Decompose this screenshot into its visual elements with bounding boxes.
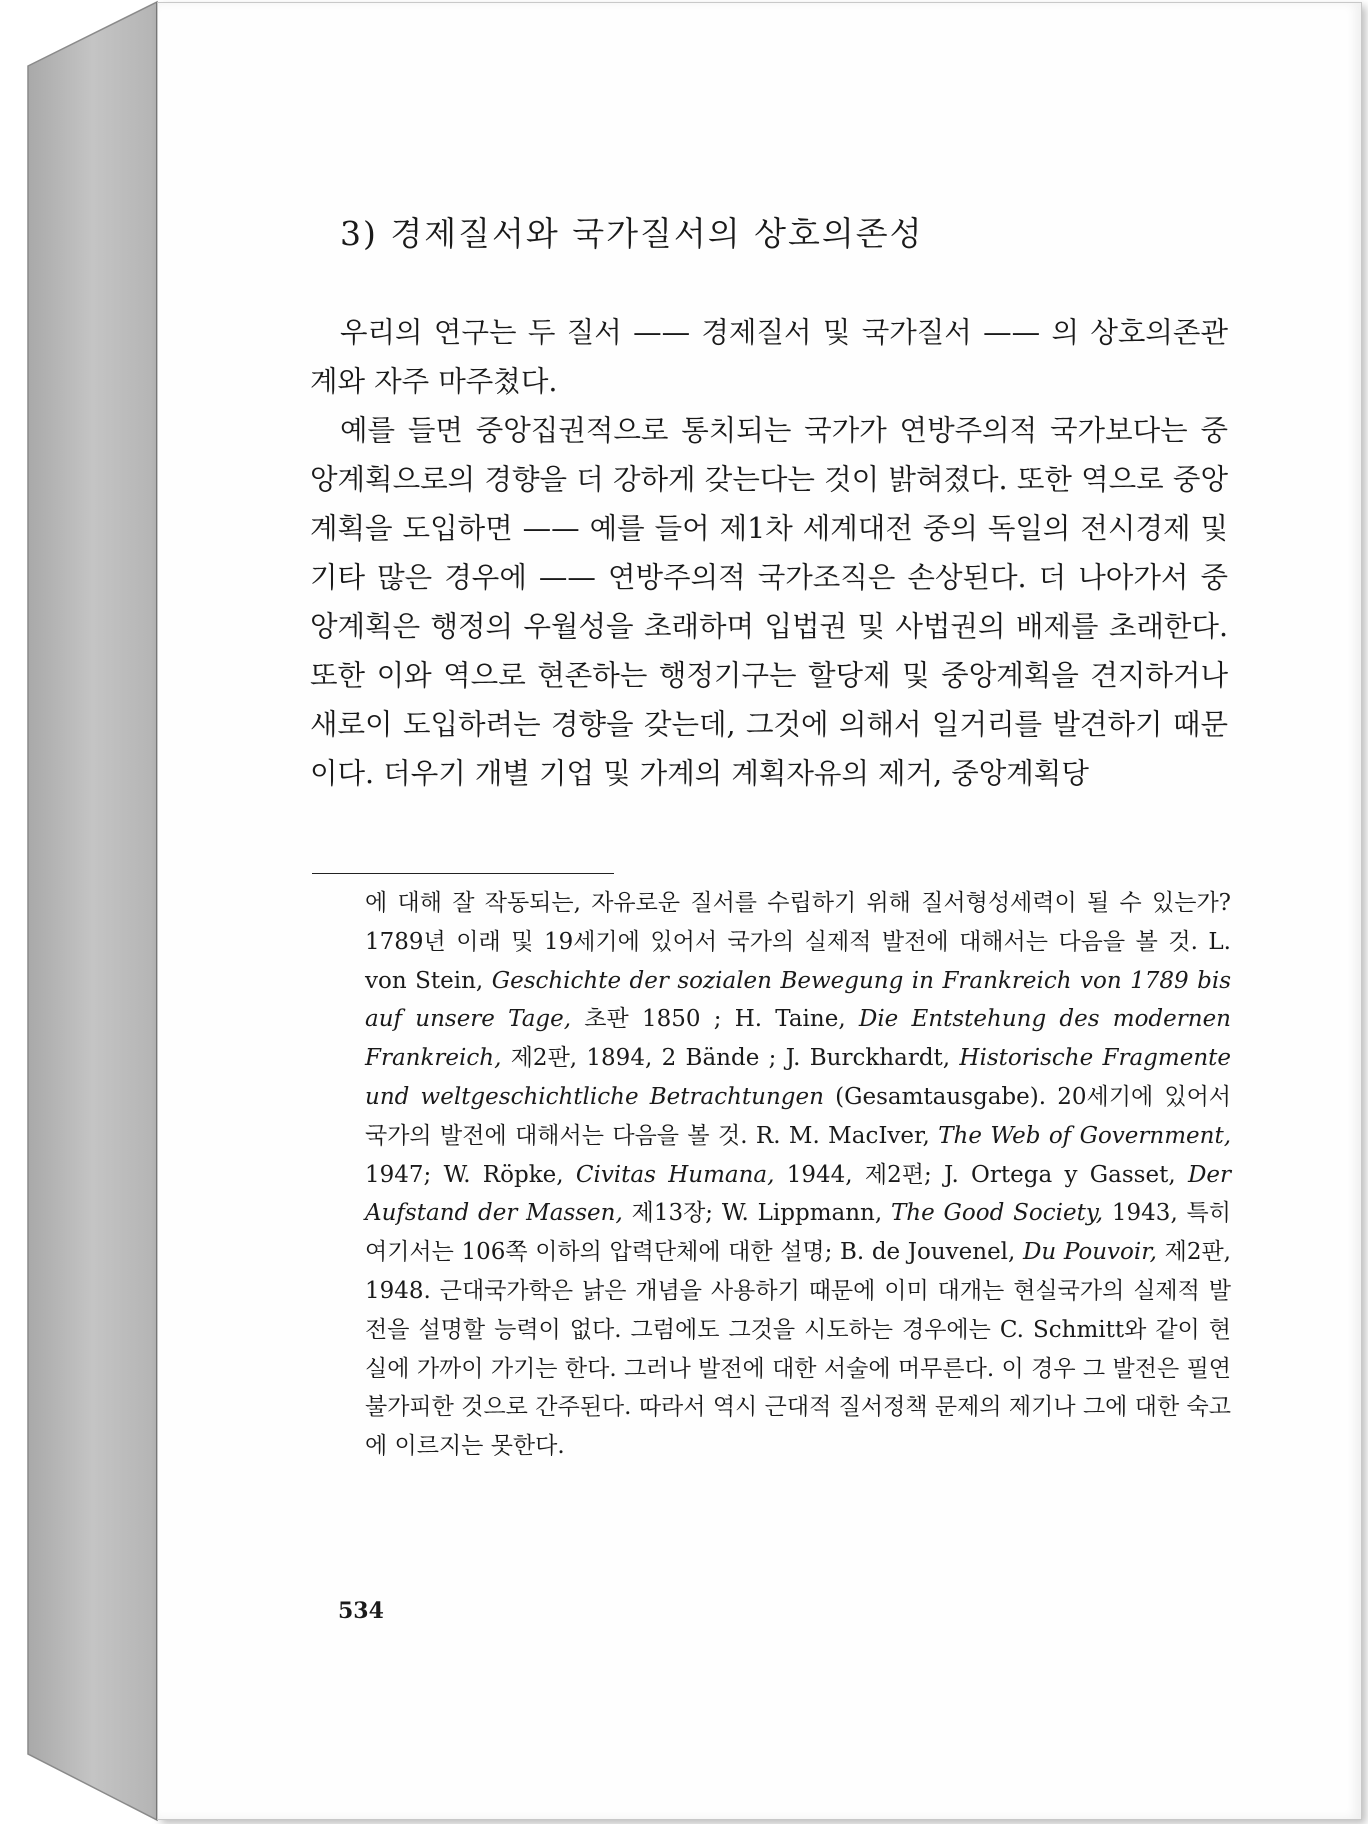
page-number: 534 — [338, 1598, 384, 1624]
section-heading: 3) 경제질서와 국가질서의 상호의존성 — [340, 214, 924, 253]
footnote-text: (Gesamtausgabe). 20세기에 있어서 국가의 발전에 대해서는 다음을 볼 것. R. M. MacIver, — [365, 1083, 1232, 1149]
footnote-text: 1943, 특히 여기서는 106쪽 이하의 압력단체에 대한 설명; B. de Jouvenel, — [365, 1200, 1231, 1266]
footnote-title: Die Entstehung des modernen Frankreich, — [365, 1006, 1231, 1072]
footnote-title: The Web of Government, — [938, 1122, 1231, 1149]
footnote-text: 제13장; W. Lippmann, — [622, 1200, 891, 1227]
footnote-text: 1947; W. Röpke, — [365, 1161, 576, 1188]
footnote-text: 초판 1850 ; H. Taine, — [571, 1006, 859, 1033]
paragraph-2: 예를 들면 중앙집권적으로 통치되는 국가가 연방주의적 국가보다는 중앙계획으로의 경향을 더 강하게 갖는다는 것이 밝혀졌다. 또한 역으로 중앙계획을 도입하면 —— 예를 들어 제1차 세계대전 중의 독일의 전시경제 및 기타 많은 경우에 —— 연방주의적 국가조직은 손상된다. 더 나아가서 중앙계획은 행정의 우월성을 초래하며 입법권 및 사법권의 배제를 초래한다. 또한 이와 역으로 현존하는 행정기구는 할당제 및 중앙계획을 견지하거나 새로이 도입하려는 경향을 갖는데, 그것에 의해서 일거리를 발견하기 때문이다. 더우기 개별 기업 및 가계의 계획자유의 제거, 중앙계획당 — [310, 414, 1228, 790]
paragraph-1: 우리의 연구는 두 질서 —— 경제질서 및 국가질서 —— 의 상호의존관계와 자주 마주쳤다. — [310, 316, 1228, 398]
footnote-divider — [312, 873, 614, 874]
footnote-text: 1944, 제2편; J. Ortega y Gasset, — [774, 1161, 1188, 1188]
footnote-title: Geschichte der sozialen Bewegung in Frankreich von 1789 bis auf unsere Tage, — [365, 967, 1232, 1033]
footnote-text: 에 대해 잘 작동되는, 자유로운 질서를 수립하기 위해 질서형성세력이 될 수 있는가? 1789년 이래 및 19세기에 있어서 국가의 실제적 발전에 대해서는 다음을 볼 것. L. von Stein, — [365, 890, 1231, 994]
footnote-title: Der Aufstand der Massen, — [365, 1161, 1231, 1227]
body-text — [310, 308, 1228, 798]
footnote-text: 제2판, 1894, 2 Bände ; J. Burckhardt, — [501, 1045, 960, 1072]
footnote-title: Historische Fragmente und weltgeschichtliche Betrachtungen — [365, 1045, 1231, 1110]
footnote-text: 제2판, 1948. 근대국가학은 낡은 개념을 사용하기 때문에 이미 대개는 현실국가의 실제적 발전을 설명할 능력이 없다. 그럼에도 그것을 시도하는 경우에는 C. Schmitt와 같이 현실에 가까이 가기는 한다. 그러나 발전에 대한 서술에 머무른다. 이 경우 그 발전은 필연불가피한 것으로 간주된다. 따라서 역시 근대적 질서정책 문제의 제기나 그에 대한 숙고에 이르지는 못한다. — [365, 1239, 1231, 1460]
footnote — [365, 884, 1231, 1466]
footnote-title: Civitas Humana, — [575, 1161, 775, 1188]
footnote-title: Du Pouvoir, — [1022, 1239, 1157, 1266]
footnote-title: The Good Society, — [890, 1200, 1104, 1227]
